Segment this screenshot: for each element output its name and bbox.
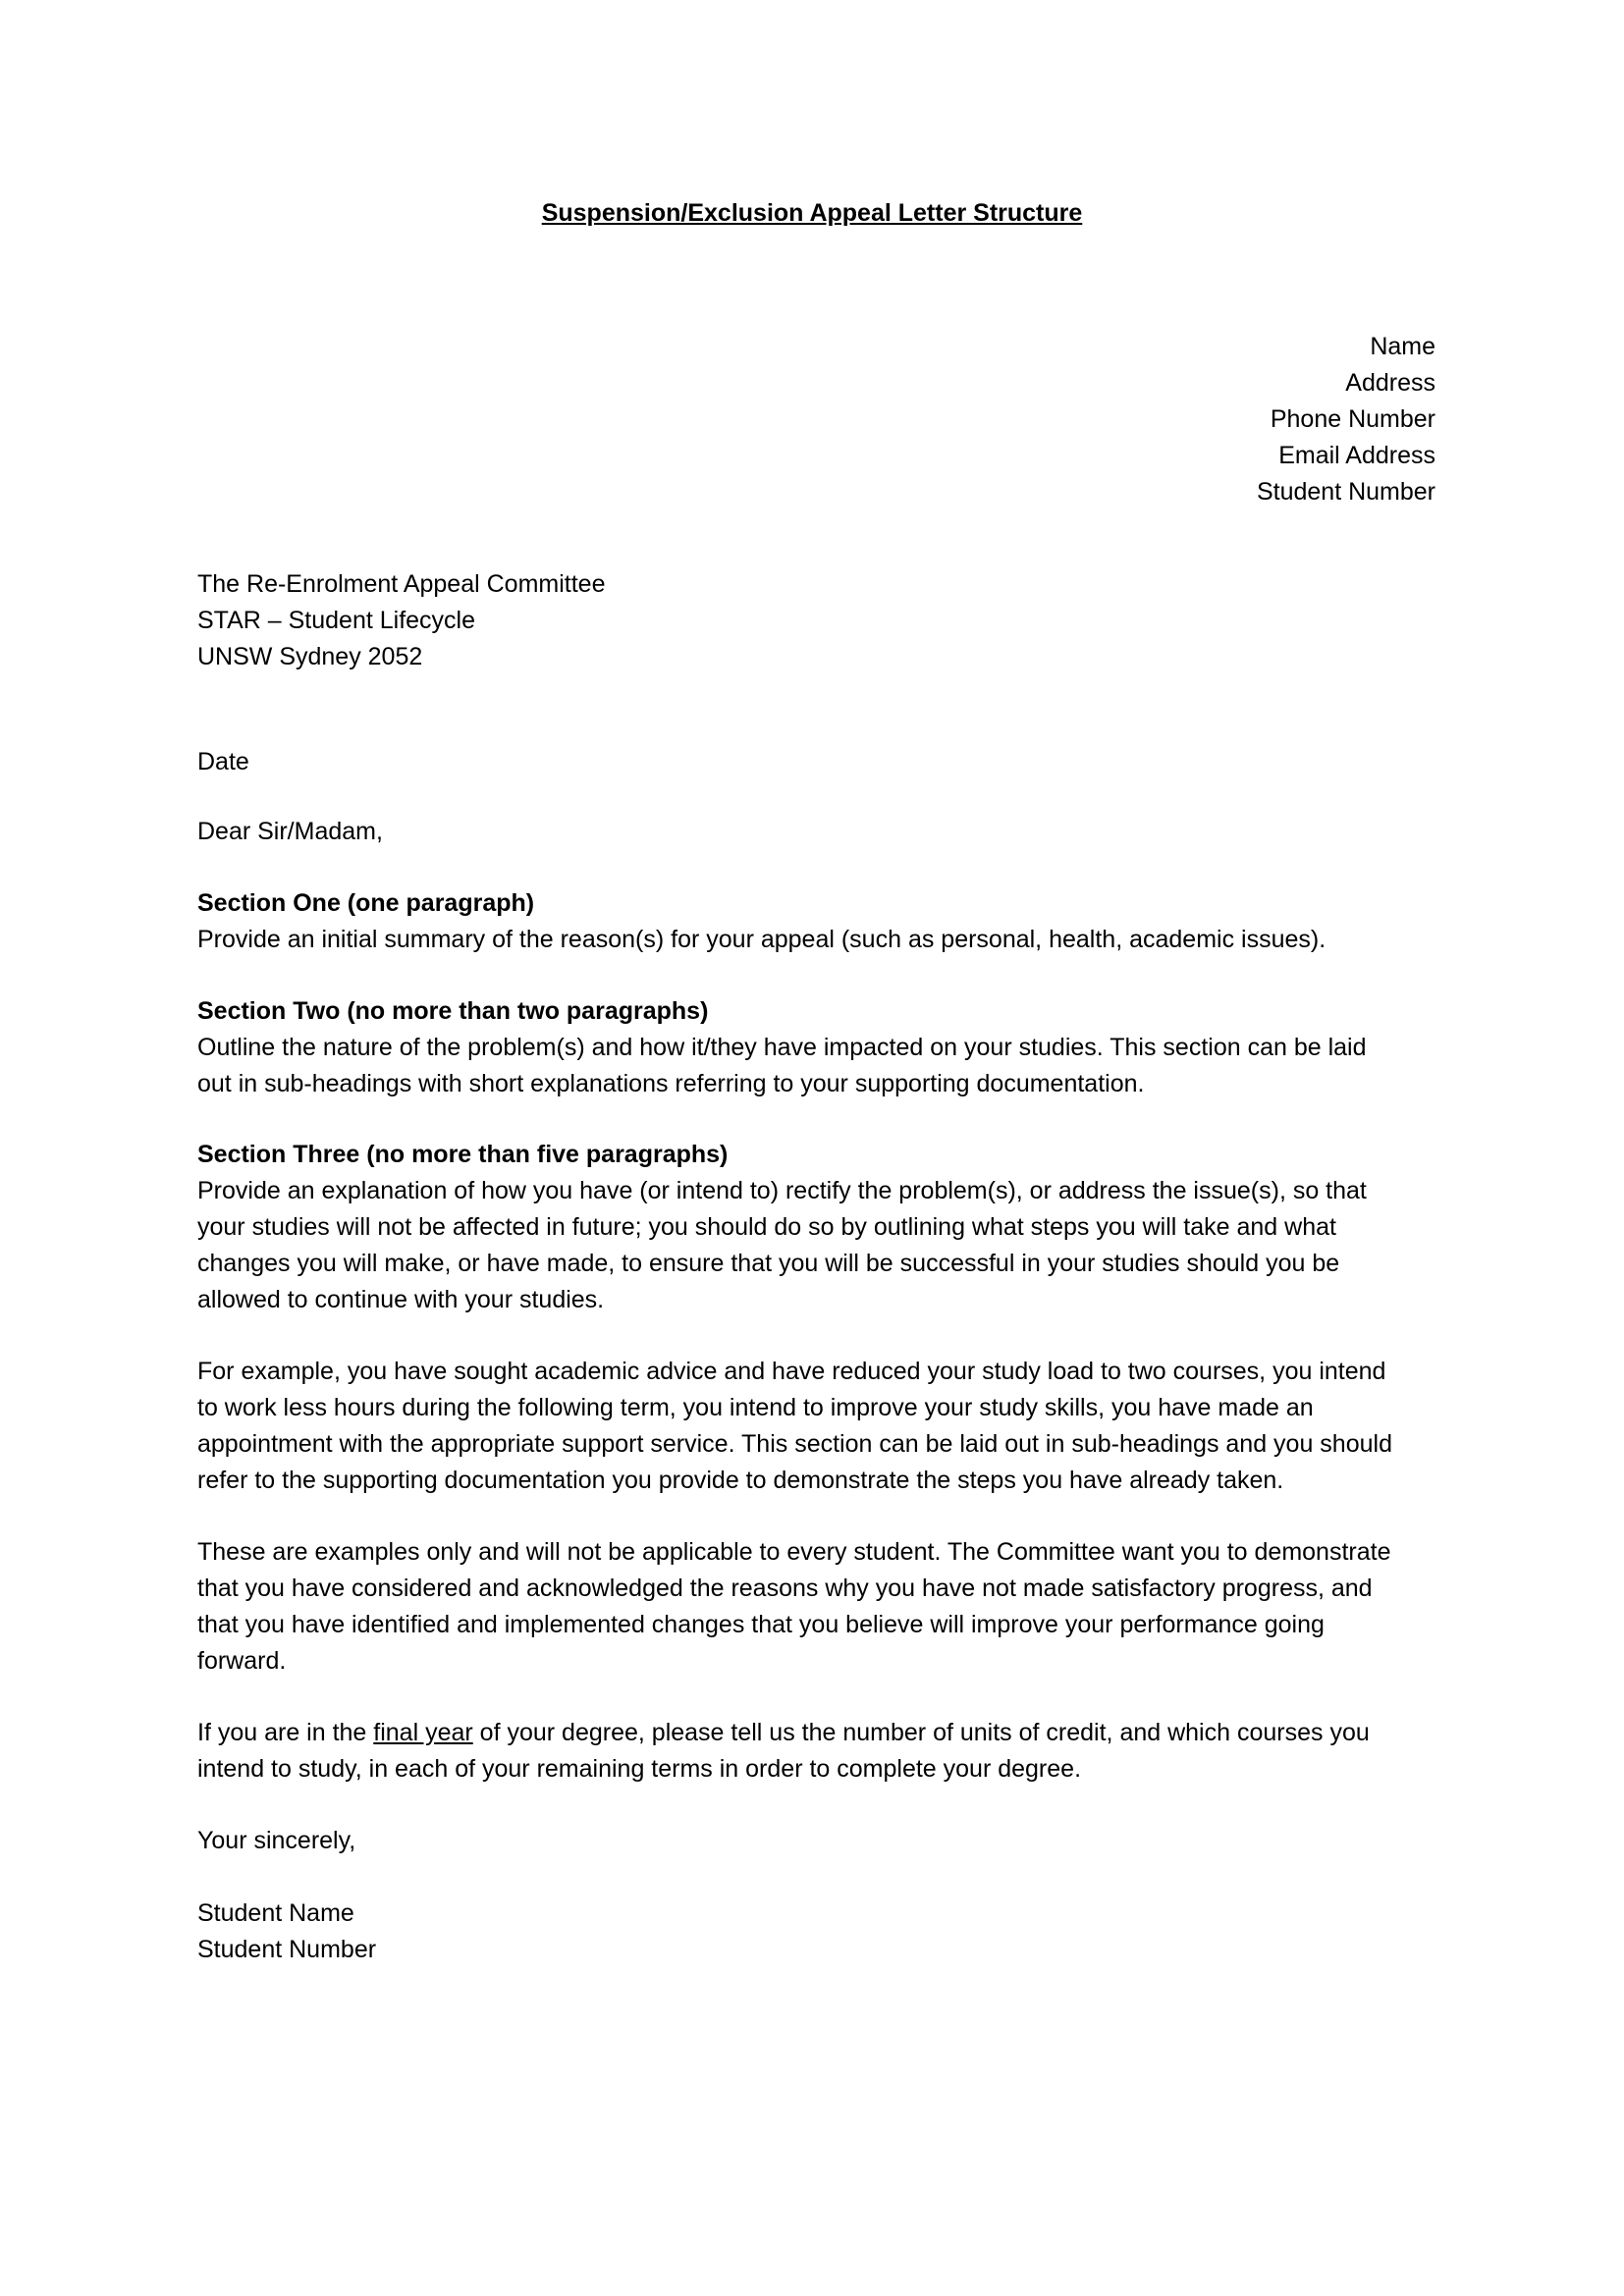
recipient-line: STAR – Student Lifecycle [197,607,476,634]
section-text-line: Provide an initial summary of the reason(s) for your appeal (such as personal, health, academic issues). [197,926,1326,953]
section-heading: Section Three (no more than five paragraphs) [197,1141,729,1168]
section-text-line: changes you will make, or have made, to ensure that you will be successful in your studies should you be [197,1250,1340,1277]
section-text-line: Outline the nature of the problem(s) and how it/they have impacted on your studies. This section can be laid [197,1034,1367,1061]
date-line: Date [197,748,249,775]
final-year-prefix: If you are in the [197,1719,374,1746]
section-one [197,885,1444,958]
signature-block [197,1896,1444,1968]
paragraph-line: to work less hours during the following term, you intend to improve your study skills, you have made an [197,1394,1314,1421]
paragraph-line: For example, you have sought academic advice and have reduced your study load to two courses, you intend [197,1358,1386,1385]
recipient-address-block [197,566,1444,675]
paragraph-line: These are examples only and will not be applicable to every student. The Committee want you to demonstrate [197,1538,1391,1566]
final-year-suffix: of your degree, please tell us the number of units of credit, and which courses you [472,1719,1370,1746]
signature-name: Student Name [197,1899,354,1927]
page-title: Suspension/Exclusion Appeal Letter Structure [541,199,1083,227]
sender-address: Address [1345,369,1435,397]
section-three [197,1137,1444,1318]
section-text-line: out in sub-headings with short explanations referring to your supporting documentation. [197,1070,1145,1097]
example-paragraph [197,1354,1444,1499]
paragraph-line [197,1715,1444,1751]
section-heading: Section One (one paragraph) [197,889,535,917]
paragraph-line: that you have considered and acknowledged the reasons why you have not made satisfactory progress, and [197,1575,1373,1602]
note-paragraph [197,1534,1444,1680]
sender-phone: Phone Number [1270,405,1435,433]
salutation: Dear Sir/Madam, [197,818,383,845]
paragraph-line: forward. [197,1647,287,1675]
paragraph-line: intend to study, in each of your remaining terms in order to complete your degree. [197,1755,1082,1783]
section-text-line: allowed to continue with your studies. [197,1286,605,1313]
sender-email: Email Address [1278,442,1435,469]
final-year-paragraph [197,1715,1444,1788]
paragraph-line: appointment with the appropriate support service. This section can be laid out in sub-headings and you should [197,1430,1392,1458]
sender-name: Name [1370,333,1435,360]
section-text-line: your studies will not be affected in future; you should do so by outlining what steps you will take and what [197,1213,1336,1241]
recipient-line: The Re-Enrolment Appeal Committee [197,570,606,598]
paragraph-line: refer to the supporting documentation you provide to demonstrate the steps you have already taken. [197,1467,1284,1494]
paragraph-line: that you have identified and implemented changes that you believe will improve your performance going [197,1611,1325,1638]
final-year-emphasis: final year [373,1719,473,1746]
signature-student-number: Student Number [197,1936,377,1963]
recipient-line: UNSW Sydney 2052 [197,643,423,670]
sender-student-number: Student Number [1256,478,1435,506]
sender-address-block [1257,329,1435,510]
section-text-line: Provide an explanation of how you have (or intend to) rectify the problem(s), or address the issue(s), so that [197,1177,1367,1204]
section-heading: Section Two (no more than two paragraphs) [197,997,709,1025]
closing: Your sincerely, [197,1827,356,1854]
section-two [197,993,1444,1102]
